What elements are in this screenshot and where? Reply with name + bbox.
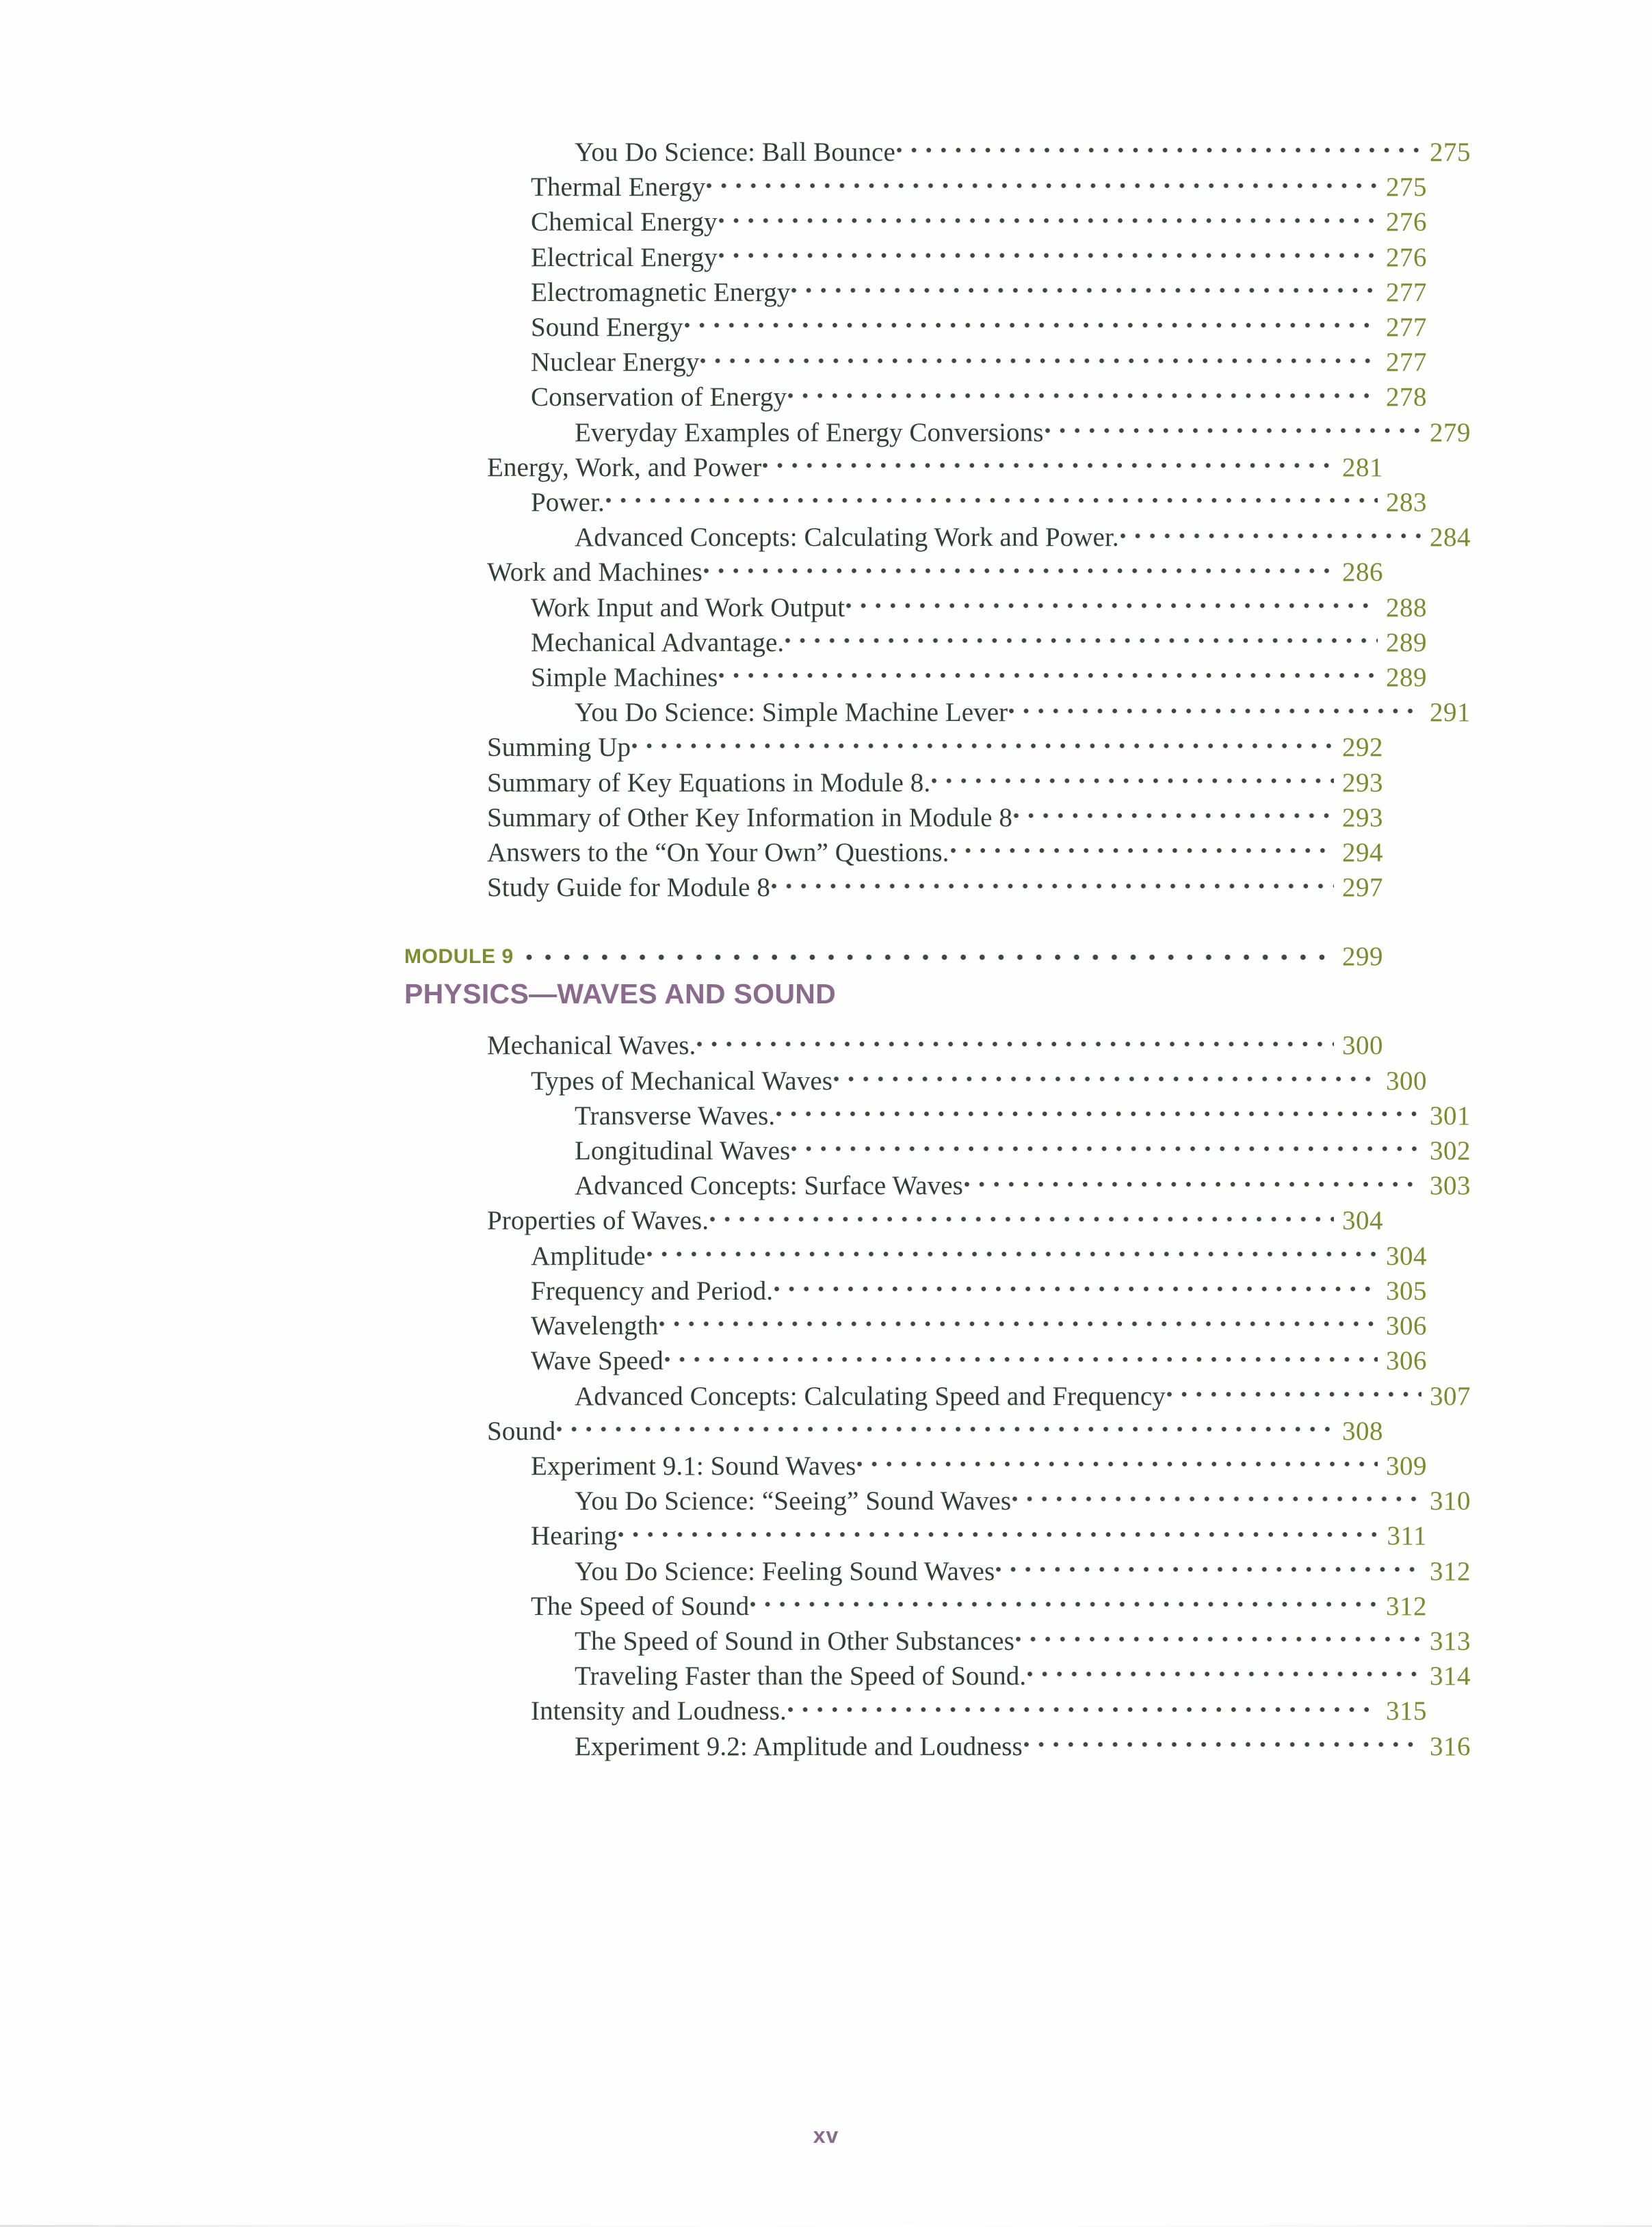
toc-entry[interactable] [487, 484, 1427, 519]
dot-leader [750, 1588, 1378, 1615]
toc-entry[interactable] [487, 1658, 1471, 1693]
toc-entry-page-number[interactable]: 284 [1430, 523, 1471, 553]
toc-entry[interactable] [487, 169, 1427, 204]
toc-entry[interactable] [487, 379, 1427, 414]
dot-leader [834, 1063, 1378, 1090]
dot-leader [788, 379, 1378, 406]
toc-entry-page-number[interactable]: 312 [1430, 1556, 1471, 1586]
dot-leader [772, 869, 1334, 896]
toc-entry[interactable] [487, 134, 1471, 169]
toc-entry[interactable] [487, 729, 1383, 764]
toc-entry[interactable] [487, 1553, 1471, 1588]
dot-leader [1016, 1623, 1421, 1650]
dot-leader [700, 344, 1378, 371]
toc-entry-page-number[interactable]: 289 [1386, 627, 1427, 657]
dot-leader [685, 309, 1378, 336]
toc-entry[interactable] [487, 590, 1427, 624]
toc-entry[interactable] [487, 624, 1427, 659]
page-footer [0, 2123, 1652, 2148]
toc-entry-title: Chemical Energy [531, 207, 718, 237]
toc-entry[interactable] [487, 274, 1427, 309]
toc-entry-page-number[interactable]: 306 [1386, 1311, 1427, 1341]
dot-leader [965, 1168, 1421, 1194]
toc-entry-page-number[interactable]: 301 [1430, 1101, 1471, 1131]
toc-entry-page-number[interactable]: 293 [1342, 802, 1383, 832]
dot-leader [647, 1238, 1378, 1265]
toc-entry-page-number[interactable]: 302 [1430, 1136, 1471, 1166]
toc-entry-title: Sound [487, 1416, 556, 1446]
toc-entry[interactable] [487, 1728, 1471, 1763]
dot-leader [951, 834, 1334, 861]
toc-entry-page-number[interactable]: 276 [1386, 242, 1427, 272]
toc-entry-title: Sound Energy [531, 313, 683, 343]
toc-entry-title: Mechanical Waves. [487, 1031, 696, 1061]
dot-leader [763, 449, 1334, 476]
toc-entry-title: The Speed of Sound [531, 1591, 750, 1621]
toc-entry[interactable] [487, 1343, 1427, 1378]
dot-leader [710, 1202, 1334, 1229]
toc-entry-title: Experiment 9.1: Sound Waves [531, 1451, 856, 1481]
toc-entry[interactable] [487, 1483, 1471, 1518]
toc-entry[interactable] [487, 1308, 1427, 1343]
module-9-entries-group [487, 1027, 1471, 1763]
toc-entry-title: Intensity and Loudness. [531, 1696, 787, 1726]
folio-page-number: xv [813, 2123, 839, 2148]
toc-entry-page-number[interactable]: 308 [1342, 1416, 1383, 1446]
toc-entry-page-number[interactable]: 306 [1386, 1346, 1427, 1376]
toc-entry-page-number[interactable]: 281 [1342, 452, 1383, 482]
toc-entry[interactable] [487, 1623, 1471, 1658]
toc-entry[interactable] [487, 1448, 1427, 1483]
toc-entry-title: Hearing [531, 1521, 618, 1551]
toc-entry[interactable] [487, 659, 1427, 694]
toc-entry[interactable] [487, 765, 1383, 800]
toc-entry-page-number[interactable]: 303 [1430, 1171, 1471, 1201]
toc-entry-title: Advanced Concepts: Calculating Work and Power. [575, 523, 1119, 553]
dot-leader [707, 169, 1378, 196]
toc-entry-title: Summary of Other Key Information in Module 8 [487, 802, 1013, 832]
dot-leader [618, 1518, 1378, 1544]
dot-leader [788, 1693, 1378, 1719]
toc-entry-title: Mechanical Advantage. [531, 627, 785, 657]
toc-entry-page-number[interactable]: 311 [1387, 1521, 1427, 1551]
table-of-contents [404, 134, 1471, 1763]
dot-leader [719, 204, 1378, 230]
dot-leader [785, 624, 1378, 651]
toc-entry-page-number[interactable]: 275 [1430, 137, 1471, 167]
toc-entry-title: Conservation of Energy [531, 382, 787, 412]
dot-leader [665, 1343, 1378, 1369]
dot-leader [1027, 1658, 1421, 1685]
toc-entry-page-number[interactable]: 291 [1430, 698, 1471, 728]
dot-leader [1024, 1728, 1421, 1755]
toc-entry-page-number[interactable]: 304 [1342, 1206, 1383, 1236]
toc-entry[interactable] [487, 1168, 1471, 1202]
toc-entry-title: Wave Speed [531, 1346, 664, 1376]
dot-leader [659, 1308, 1378, 1334]
toc-entry[interactable] [487, 1098, 1471, 1133]
toc-entry-page-number[interactable]: 277 [1386, 347, 1427, 378]
toc-entry-title: Traveling Faster than the Speed of Sound. [575, 1661, 1027, 1691]
toc-entry-page-number[interactable]: 314 [1430, 1661, 1471, 1691]
dot-leader [1167, 1378, 1421, 1405]
toc-entry[interactable] [487, 834, 1383, 869]
toc-entry-title: Frequency and Period. [531, 1276, 774, 1306]
toc-entry-title: Power. [531, 488, 605, 518]
toc-entry-page-number[interactable]: 278 [1386, 382, 1427, 412]
toc-entry[interactable] [487, 1133, 1471, 1168]
toc-entry-title: Electromagnetic Energy [531, 277, 791, 307]
dot-leader [1045, 414, 1421, 441]
dot-leader [1012, 1483, 1421, 1510]
toc-entry-title: Work and Machines [487, 557, 703, 588]
toc-entry[interactable] [487, 449, 1383, 484]
dot-leader [632, 729, 1334, 756]
toc-entry-page-number[interactable]: 294 [1342, 838, 1383, 868]
dot-leader [557, 1413, 1334, 1440]
toc-entry-title: Properties of Waves. [487, 1206, 709, 1236]
toc-entry-page-number[interactable]: 286 [1342, 557, 1383, 588]
dot-leader [791, 274, 1378, 301]
dot-leader [774, 1273, 1378, 1300]
module-9-heading-row [404, 941, 1383, 972]
toc-entry-title: Advanced Concepts: Surface Waves [575, 1171, 963, 1201]
dot-leader [996, 1553, 1421, 1580]
toc-entry[interactable] [487, 1693, 1427, 1728]
toc-entry[interactable] [487, 1413, 1383, 1448]
dot-leader [1120, 519, 1421, 546]
toc-entry-page-number[interactable]: 312 [1386, 1591, 1427, 1621]
toc-entry-page-number[interactable]: 316 [1430, 1731, 1471, 1761]
toc-entry-page-number[interactable]: 300 [1342, 1031, 1383, 1061]
module-9-page-number[interactable]: 299 [1342, 942, 1383, 972]
toc-entry-page-number[interactable]: 277 [1386, 313, 1427, 343]
toc-entry-title: You Do Science: Ball Bounce [575, 137, 895, 167]
dot-leader [776, 1098, 1421, 1124]
toc-entry[interactable] [487, 1063, 1427, 1098]
toc-entry-title: Electrical Energy [531, 242, 718, 272]
toc-entry-page-number[interactable]: 279 [1430, 417, 1471, 447]
toc-entry[interactable] [487, 1202, 1383, 1237]
dot-leader [1014, 800, 1334, 826]
toc-entry[interactable] [487, 309, 1427, 344]
toc-entry[interactable] [487, 1378, 1471, 1413]
toc-entry-title: Amplitude [531, 1241, 646, 1271]
dot-leader [526, 950, 1326, 964]
toc-entry-title: You Do Science: Feeling Sound Waves [575, 1556, 995, 1586]
dot-leader [606, 484, 1378, 511]
toc-entry[interactable] [487, 414, 1471, 449]
toc-entry-page-number[interactable]: 297 [1342, 873, 1383, 903]
dot-leader [857, 1448, 1378, 1475]
toc-entry-title: Work Input and Work Output [531, 592, 845, 622]
toc-entry-title: Everyday Examples of Energy Conversions [575, 417, 1044, 447]
dot-leader [897, 134, 1421, 161]
toc-entry-title: Summary of Key Equations in Module 8. [487, 767, 931, 798]
toc-entry-page-number[interactable]: 277 [1386, 277, 1427, 307]
module-9-title: PHYSICS—WAVES AND SOUND [404, 978, 837, 1010]
toc-entry-page-number[interactable]: 275 [1386, 172, 1427, 202]
toc-entry-title: Study Guide for Module 8 [487, 873, 771, 903]
toc-entry-title: Longitudinal Waves [575, 1136, 791, 1166]
toc-entry[interactable] [487, 1588, 1427, 1623]
toc-entry[interactable] [487, 694, 1471, 729]
toc-entry[interactable] [487, 1027, 1383, 1062]
toc-entry-title: Types of Mechanical Waves [531, 1066, 833, 1096]
toc-entry[interactable] [487, 1518, 1427, 1553]
toc-entry-page-number[interactable]: 313 [1430, 1626, 1471, 1656]
toc-entry[interactable] [487, 1273, 1427, 1308]
toc-entry[interactable] [487, 554, 1383, 589]
module-9-block [404, 941, 1471, 1763]
dot-leader [719, 659, 1378, 686]
toc-entry-title: Summing Up [487, 733, 631, 763]
toc-entry-page-number[interactable]: 309 [1386, 1451, 1427, 1481]
dot-leader [791, 1133, 1421, 1159]
toc-entry-title: Energy, Work, and Power [487, 452, 762, 482]
toc-entry-title: Advanced Concepts: Calculating Speed and Frequency [575, 1381, 1166, 1411]
toc-entry-title: Simple Machines [531, 663, 718, 693]
dot-leader [704, 554, 1334, 581]
toc-entry-page-number[interactable]: 315 [1386, 1696, 1427, 1726]
toc-entry[interactable] [487, 204, 1427, 239]
toc-entry-page-number[interactable]: 300 [1386, 1066, 1427, 1096]
module-8-entries-group [487, 134, 1471, 904]
toc-entry-title: Answers to the “On Your Own” Questions. [487, 838, 949, 868]
toc-entry[interactable] [487, 344, 1427, 379]
toc-entry-title: Thermal Energy [531, 172, 706, 202]
dot-leader [932, 765, 1334, 791]
toc-entry[interactable] [487, 800, 1383, 834]
dot-leader [1009, 694, 1421, 721]
dot-leader [719, 239, 1378, 266]
module-9-label: MODULE 9 [404, 945, 514, 968]
toc-entry-page-number[interactable]: 276 [1386, 207, 1427, 237]
toc-entry-title: Wavelength [531, 1311, 659, 1341]
toc-entry-page-number[interactable]: 307 [1430, 1381, 1471, 1411]
toc-entry[interactable] [487, 1238, 1427, 1273]
toc-entry[interactable] [487, 239, 1427, 274]
toc-entry[interactable] [487, 869, 1383, 904]
toc-entry[interactable] [487, 519, 1471, 554]
toc-entry-page-number[interactable]: 292 [1342, 733, 1383, 763]
toc-entry-title: Nuclear Energy [531, 347, 700, 378]
toc-entry-page-number[interactable]: 310 [1430, 1486, 1471, 1516]
toc-entry-title: Transverse Waves. [575, 1101, 776, 1131]
toc-entry-page-number[interactable]: 293 [1342, 767, 1383, 798]
toc-entry-page-number[interactable]: 283 [1386, 488, 1427, 518]
dot-leader [697, 1027, 1334, 1054]
toc-entry-title: You Do Science: “Seeing” Sound Waves [575, 1486, 1012, 1516]
toc-entry-page-number[interactable]: 289 [1386, 663, 1427, 693]
toc-entry-title: You Do Science: Simple Machine Lever [575, 698, 1008, 728]
toc-entry-title: Experiment 9.2: Amplitude and Loudness [575, 1731, 1023, 1761]
toc-entry-page-number[interactable]: 288 [1386, 592, 1427, 622]
toc-entry-page-number[interactable]: 305 [1386, 1276, 1427, 1306]
dot-leader [846, 590, 1378, 616]
toc-entry-title: The Speed of Sound in Other Substances [575, 1626, 1014, 1656]
toc-entry-page-number[interactable]: 304 [1386, 1241, 1427, 1271]
